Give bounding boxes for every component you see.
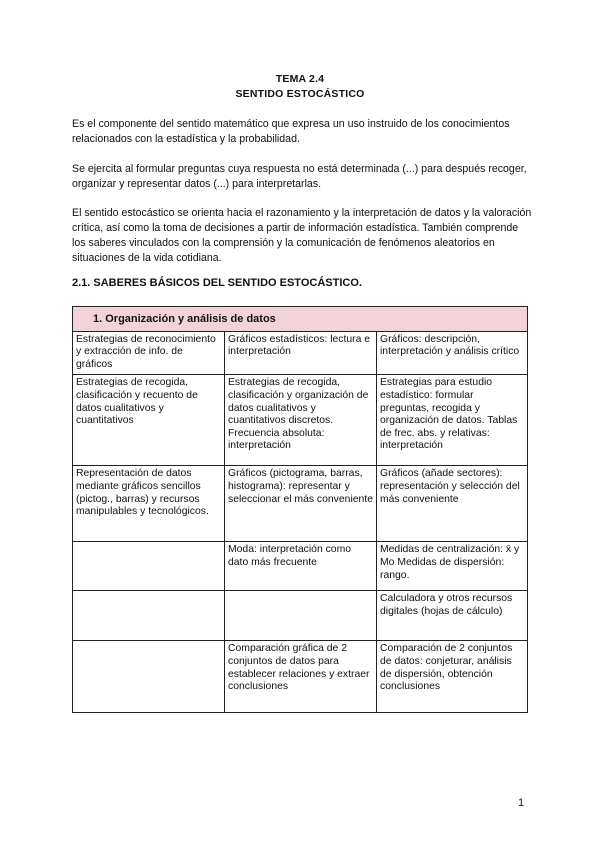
section-title: 2.1. SABERES BÁSICOS DEL SENTIDO ESTOCÁSTICO.: [72, 277, 362, 289]
table-cell: Gráficos (añade sectores): representación y selección del más conveniente: [377, 466, 528, 542]
intro-paragraph: Es el componente del sentido matemático que expresa un uso instruido de los conocimientos relacionados con la estadística y la probabilidad.: [72, 118, 510, 145]
table-cell: Gráficos estadísticos: lectura e interpretación: [225, 331, 377, 375]
table-row: [73, 641, 528, 713]
table-cell: Estrategias de recogida, clasificación y organización de datos cualitativos y cuantitativos discretos. Frecuencia absoluta: interpretación: [225, 375, 377, 466]
table-row: [73, 331, 528, 375]
exercise-paragraph: Se ejercita al formular preguntas cuya respuesta no está determinada (...) para después recoger, organizar y representar datos (...) para interpretarlas.: [72, 163, 527, 190]
page-title: TEMA 2.4: [275, 73, 325, 85]
table-cell: Representación de datos mediante gráficos sencillos (pictog., barras) y recursos manipulables y tecnológicos.: [73, 466, 225, 542]
table-cell: Gráficos: descripción, interpretación y análisis crítico: [377, 331, 528, 375]
page-number: 1: [518, 797, 525, 809]
table-cell: [225, 591, 377, 641]
table-cell: [73, 641, 225, 713]
table-row: [73, 466, 528, 542]
saberes-table: [72, 306, 528, 713]
table-row: [73, 542, 528, 591]
table-cell: Gráficos (pictograma, barras, histograma): representar y seleccionar el más conveniente: [225, 466, 377, 542]
page-subtitle: SENTIDO ESTOCÁSTICO: [235, 88, 365, 100]
table-cell: Estrategias de reconocimiento y extracción de info. de gráficos: [73, 331, 225, 375]
table-row: [73, 375, 528, 466]
table-cell: Comparación gráfica de 2 conjuntos de datos para establecer relaciones y extraer conclusiones: [225, 641, 377, 713]
table-cell: Comparación de 2 conjuntos de datos: conjeturar, análisis de dispersión, obtención conclusiones: [377, 641, 528, 713]
orientation-paragraph: El sentido estocástico se orienta hacia el razonamiento y la interpretación de datos y la valoración crítica, así como la toma de decisiones a partir de información estadística. También comprende los saberes vinculados con la comprensión y la comunicación de fenómenos aleatorios en situaciones de la vida cotidiana.: [72, 207, 532, 264]
table-row: [73, 591, 528, 641]
table-cell: Estrategias de recogida, clasificación y recuento de datos cualitativos y cuantitativos: [73, 375, 225, 466]
table-cell: Medidas de centralización: x̄ y Mo Medidas de dispersión: rango.: [377, 542, 528, 591]
table-cell: Calculadora y otros recursos digitales (hojas de cálculo): [377, 591, 528, 641]
table-cell: [73, 542, 225, 591]
table-cell: Moda: interpretación como dato más frecuente: [225, 542, 377, 591]
table-header-row: [73, 307, 528, 332]
table-header: 1. Organización y análisis de datos: [73, 307, 528, 332]
table-cell: [73, 591, 225, 641]
table-cell: Estrategias para estudio estadístico: formular preguntas, recogida y organización de datos. Tablas de frec. abs. y relativas: interpretación: [377, 375, 528, 466]
